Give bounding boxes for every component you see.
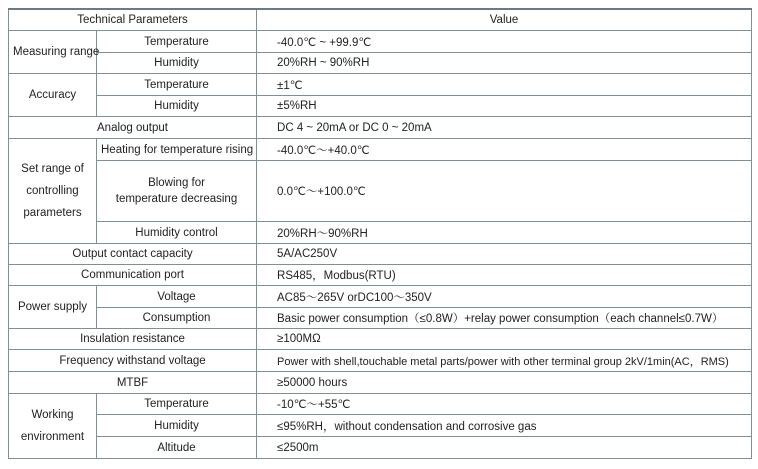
row-value: ≥50000 hours bbox=[257, 372, 752, 394]
group-label-line: controlling bbox=[26, 185, 79, 197]
row-value: ±5%RH bbox=[257, 96, 752, 117]
row-label bbox=[97, 161, 257, 222]
row-label: Heating for temperature rising bbox=[97, 139, 257, 161]
table-row bbox=[9, 394, 752, 415]
row-label: Output contact capacity bbox=[9, 244, 257, 265]
table-row bbox=[9, 222, 752, 244]
table-row bbox=[9, 308, 752, 329]
row-value: Basic power consumption（≤0.8W）+relay power consumption（each channel≤0.7W） bbox=[257, 308, 752, 329]
table-row bbox=[9, 96, 752, 117]
row-label: Temperature bbox=[97, 74, 257, 96]
group-label-line: parameters bbox=[23, 207, 82, 219]
header-parameters: Technical Parameters bbox=[9, 9, 257, 31]
table-row bbox=[9, 161, 752, 222]
group-label-line: environment bbox=[20, 431, 85, 443]
row-group-label bbox=[9, 139, 97, 244]
table-row bbox=[9, 350, 752, 372]
row-value: Power with shell,touchable metal parts/power with other terminal group 2kV/1min(AC，RMS) bbox=[257, 350, 752, 372]
table-row bbox=[9, 117, 752, 139]
row-value: 0.0℃～+100.0℃ bbox=[257, 161, 752, 222]
row-label: Frequency withstand voltage bbox=[9, 350, 257, 372]
row-group-label: Accuracy bbox=[9, 74, 97, 117]
label-line: Blowing for bbox=[148, 177, 205, 189]
row-value: ≥100MΩ bbox=[257, 329, 752, 350]
row-value: -40.0℃ ~ +99.9℃ bbox=[257, 31, 752, 53]
table-row bbox=[9, 286, 752, 308]
row-label: Humidity bbox=[97, 96, 257, 117]
row-value: RS485，Modbus(RTU) bbox=[257, 265, 752, 286]
table-row bbox=[9, 437, 752, 459]
group-label-line: Set range of bbox=[21, 163, 84, 175]
row-label: MTBF bbox=[9, 372, 257, 394]
table-row bbox=[9, 265, 752, 286]
table-row bbox=[9, 139, 752, 161]
row-label: Humidity bbox=[97, 53, 257, 74]
technical-parameters-table bbox=[8, 8, 752, 459]
row-label: Communication port bbox=[9, 265, 257, 286]
row-value: 5A/AC250V bbox=[257, 244, 752, 265]
label-line: temperature decreasing bbox=[115, 193, 238, 205]
row-group-label: Power supply bbox=[9, 286, 97, 329]
table-row bbox=[9, 53, 752, 74]
row-value: -10℃～+55℃ bbox=[257, 394, 752, 415]
table-row bbox=[9, 31, 752, 53]
table-row bbox=[9, 329, 752, 350]
header-value: Value bbox=[257, 9, 752, 31]
row-value: ±1℃ bbox=[257, 74, 752, 96]
row-value: ≤95%RH，without condensation and corrosive gas bbox=[257, 415, 752, 437]
row-label: Temperature bbox=[97, 31, 257, 53]
row-label: Voltage bbox=[97, 286, 257, 308]
table-row bbox=[9, 415, 752, 437]
table-row bbox=[9, 74, 752, 96]
row-group-label bbox=[9, 394, 97, 459]
row-label: Consumption bbox=[97, 308, 257, 329]
row-value: 20%RH～90%RH bbox=[257, 222, 752, 244]
table-row bbox=[9, 244, 752, 265]
group-label-line: Working bbox=[31, 409, 74, 421]
table-row bbox=[9, 372, 752, 394]
row-value: -40.0℃～+40.0℃ bbox=[257, 139, 752, 161]
row-value: DC 4 ~ 20mA or DC 0 ~ 20mA bbox=[257, 117, 752, 139]
row-label: Humidity control bbox=[97, 222, 257, 244]
table-header-row bbox=[9, 9, 752, 31]
row-label: Analog output bbox=[9, 117, 257, 139]
row-label: Humidity bbox=[97, 415, 257, 437]
row-label: Temperature bbox=[97, 394, 257, 415]
row-value: AC85～265V orDC100～350V bbox=[257, 286, 752, 308]
row-value: ≤2500m bbox=[257, 437, 752, 459]
row-group-label: Measuring range bbox=[9, 31, 97, 74]
row-label: Insulation resistance bbox=[9, 329, 257, 350]
row-label: Altitude bbox=[97, 437, 257, 459]
row-value: 20%RH ~ 90%RH bbox=[257, 53, 752, 74]
